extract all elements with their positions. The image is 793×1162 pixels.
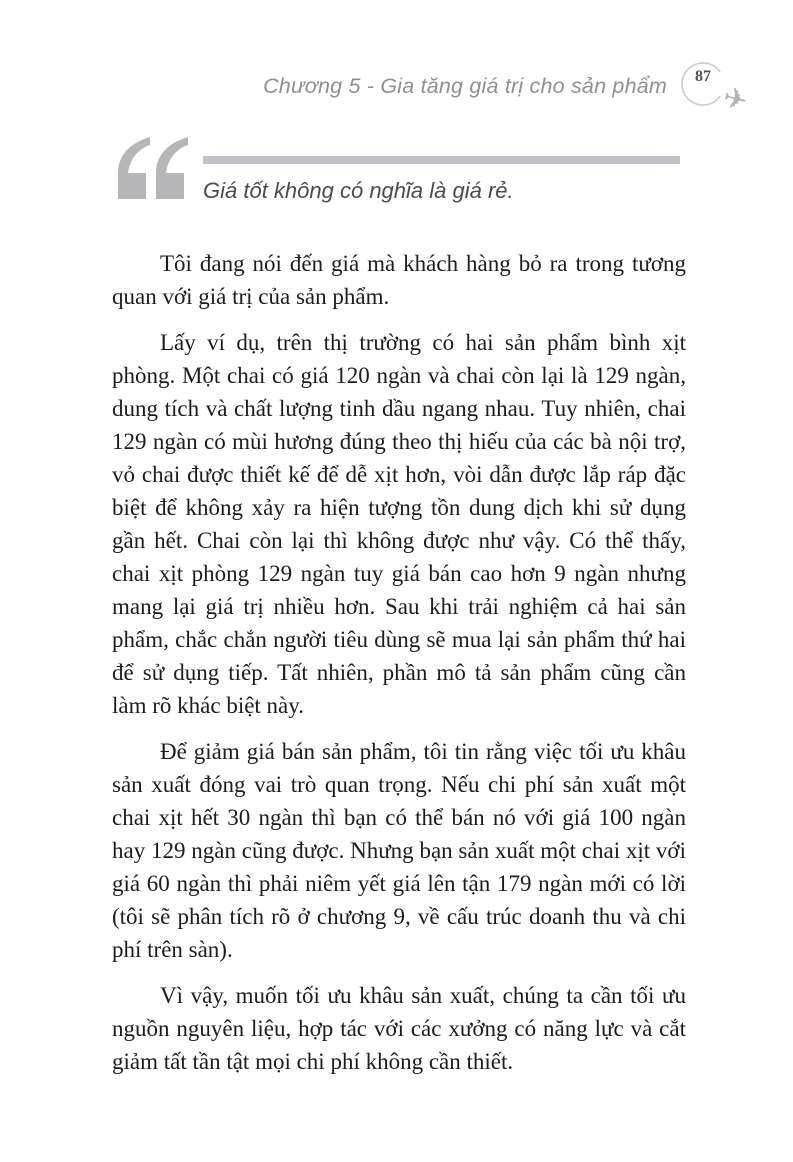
body-paragraph: Vì vậy, muốn tối ưu khâu sản xuất, chúng ta cần tối ưu nguồn nguyên liệu, hợp tác với các xưởng có năng lực và cắt giảm tất tần tật mọi chi phí không cần thiết. bbox=[112, 983, 686, 1074]
quote-text: Giá tốt không có nghĩa là giá rẻ. bbox=[203, 178, 514, 203]
page-number-badge bbox=[681, 58, 751, 119]
body-paragraph: Lấy ví dụ, trên thị trường có hai sản phẩm bình xịt phòng. Một chai có giá 120 ngàn và chai còn lại là 129 ngàn, dung tích và chất lượng tinh dầu ngang nhau. Tuy nhiên, chai 129 ngàn có mùi hương đúng theo thị hiếu của các bà nội trợ, vỏ chai được thiết kế để dễ xịt hơn, vòi dẫn được lắp ráp đặc biệt để không xảy ra hiện tượng tồn dung dịch khi sử dụng gần hết. Chai còn lại thì không được như vậy. Có thể thấy, chai xịt phòng 129 ngàn tuy giá bán cao hơn 9 ngàn nhưng mang lại giá trị nhiều hơn. Sau khi trải nghiệm cả hai sản phẩm, chắc chắn người tiêu dùng sẽ mua lại sản phẩm thứ hai để sử dụng tiếp. Tất nhiên, phần mô tả sản phẩm cũng cần làm rõ khác biệt này. bbox=[112, 330, 686, 718]
body-paragraph: Để giảm giá bán sản phẩm, tôi tin rằng việc tối ưu khâu sản xuất đóng vai trò quan trọng. Nếu chi phí sản xuất một chai xịt hết 30 ngàn thì bạn có thể bán nó với giá 100 ngàn hay 129 ngàn cũng được. Nhưng bạn sản xuất một chai xịt với giá 60 ngàn thì phải niêm yết giá lên tận 179 ngàn mới có lời (tôi sẽ phân tích rõ ở chương 9, về cấu trúc doanh thu và chi phí trên sàn). bbox=[112, 739, 686, 962]
page-number: 87 bbox=[695, 68, 711, 85]
quote-mark-icon bbox=[118, 137, 190, 204]
body-text bbox=[112, 247, 686, 1091]
airplane-icon: ✈ bbox=[719, 79, 751, 119]
chapter-title: Chương 5 - Gia tăng giá trị cho sản phẩm bbox=[263, 73, 667, 98]
chapter-header bbox=[0, 60, 751, 119]
quote-rule bbox=[203, 156, 680, 164]
body-paragraph: Tôi đang nói đến giá mà khách hàng bỏ ra trong tương quan với giá trị của sản phẩm. bbox=[112, 251, 686, 309]
